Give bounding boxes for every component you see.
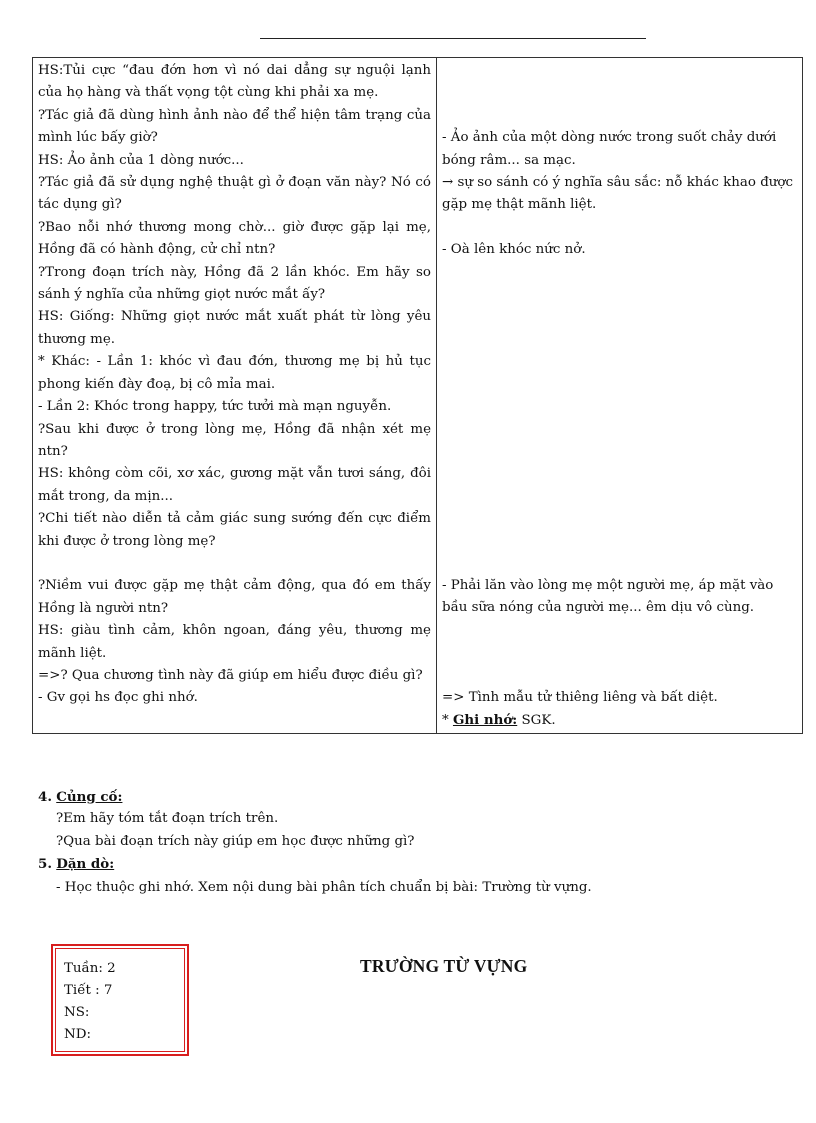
spacer (442, 463, 797, 485)
answer-3: - Oà lên khóc nức nở. (442, 242, 586, 258)
para-1: HS:Tủi cực “đau đớn hơn vì nó dai dẳng sự nguội lạnh của họ hàng và thất vọng tột cùng khi phải xa mẹ. (38, 63, 431, 101)
para-14: HS: giàu tình cảm, khôn ngoan, đáng yêu, thương mẹ mãnh liệt. (38, 623, 431, 661)
spacer (442, 82, 797, 104)
spacer (442, 351, 797, 373)
answer-4: - Phải lăn vào lòng mẹ một người mẹ, áp mặt vào bầu sữa nóng của người mẹ... êm dịu vô cùng. (442, 578, 774, 616)
lesson-info-inner (55, 948, 185, 1052)
spacer (442, 553, 797, 575)
section-4-heading (38, 786, 122, 809)
spacer (442, 374, 797, 396)
spacer (442, 60, 797, 82)
spacer (442, 508, 797, 530)
spacer (442, 329, 797, 351)
spacer (442, 418, 797, 440)
para-5: ?Bao nỗi nhớ thương mong chờ... giờ được gặp lại mẹ, Hồng đã có hành động, cử chỉ ntn? (38, 219, 431, 258)
para-10: ?Sau khi được ở trong lòng mẹ, Hồng đã nhận xét mẹ ntn? (38, 421, 431, 459)
note-prefix: * (442, 713, 453, 729)
spacer (442, 217, 797, 239)
para-12: ?Chi tiết nào diễn tả cảm giác sung sướng đến cực điểm khi được ở trong lòng mẹ? (38, 511, 431, 549)
para-16: - Gv gọi hs đọc ghi nhớ. (38, 690, 198, 706)
section-4-item-1: ?Em hãy tóm tắt đoạn trích trên. (56, 811, 279, 826)
para-7: HS: Giống: Những giọt nước mắt xuất phát từ lòng yêu thương mẹ. (38, 309, 431, 347)
spacer (442, 262, 797, 284)
spacer (442, 620, 797, 642)
spacer (442, 396, 797, 418)
para-15: =>? Qua chương tình này đã giúp em hiểu được điều gì? (38, 667, 423, 683)
para-9: - Lần 2: Khóc trong happy, tức tưởi mà mạn nguyễn. (38, 399, 392, 415)
para-11: HS: không còm cõi, xơ xác, gương mặt vẫn tươi sáng, đôi mắt trong, da mịn... (38, 466, 431, 504)
spacer (442, 306, 797, 328)
note-label: Ghi nhớ: (452, 712, 518, 729)
ns-label: NS: (64, 1005, 90, 1020)
week-label: Tuần: 2 (64, 961, 116, 976)
answer-2: → sự so sánh có ý nghĩa sâu sắc: nỗ khác khao được gặp mẹ thật mãnh liệt. (442, 174, 793, 213)
spacer (442, 642, 797, 664)
spacer (442, 284, 797, 306)
next-lesson-title: TRƯỜNG TỪ VỰNG (360, 956, 528, 976)
para-8: * Khác: - Lần 1: khóc vì đau đớn, thương mẹ bị hủ tục phong kiến đày đoạ, bị cô mỉa mai. (38, 354, 431, 392)
para-2: ?Tác giả đã dùng hình ảnh nào để thể hiện tâm trạng của mình lúc bấy giờ? (38, 107, 431, 146)
section-5-number: 5. (38, 856, 52, 872)
para-6: ?Trong đoạn trích này, Hồng đã 2 lần khóc. Em hãy so sánh ý nghĩa của những giọt nước mắt ấy? (38, 264, 431, 303)
table-row (33, 58, 803, 734)
top-rule (260, 38, 646, 39)
answer-6 (442, 709, 797, 732)
spacer (442, 105, 797, 127)
spacer (442, 665, 797, 687)
section-5-item-1: - Học thuộc ghi nhớ. Xem nội dung bài phân tích chuẩn bị bài: Trường từ vựng. (56, 880, 592, 895)
note-value: SGK. (517, 713, 556, 729)
right-column (437, 58, 803, 734)
section-4-title: Củng cố: (56, 789, 123, 805)
para-13: ?Niềm vui được gặp mẹ thật cảm động, qua đó em thấy Hồng là người ntn? (38, 578, 431, 616)
spacer (38, 553, 431, 575)
section-5-heading (38, 853, 114, 876)
section-5-title: Dặn dò: (56, 856, 115, 872)
period-label: Tiết : 7 (64, 983, 113, 998)
answer-1: - Ảo ảnh của một dòng nước trong suốt chảy dưới bóng râm... sa mạc. (442, 130, 777, 168)
lesson-table (32, 57, 803, 734)
answer-5: => Tình mẫu tử thiêng liêng và bất diệt. (442, 690, 718, 706)
spacer (442, 441, 797, 463)
lesson-info-box (51, 944, 189, 1056)
spacer (442, 530, 797, 552)
para-4: ?Tác giả đã sử dụng nghệ thuật gì ở đoạn văn này? Nó có tác dụng gì? (38, 175, 431, 213)
left-column (33, 58, 437, 734)
section-4-item-2: ?Qua bài đoạn trích này giúp em học được những gì? (56, 834, 415, 849)
section-4-number: 4. (38, 789, 52, 805)
spacer (442, 486, 797, 508)
para-3: HS: Ảo ảnh của 1 dòng nước... (38, 152, 244, 168)
nd-label: ND: (64, 1027, 91, 1042)
